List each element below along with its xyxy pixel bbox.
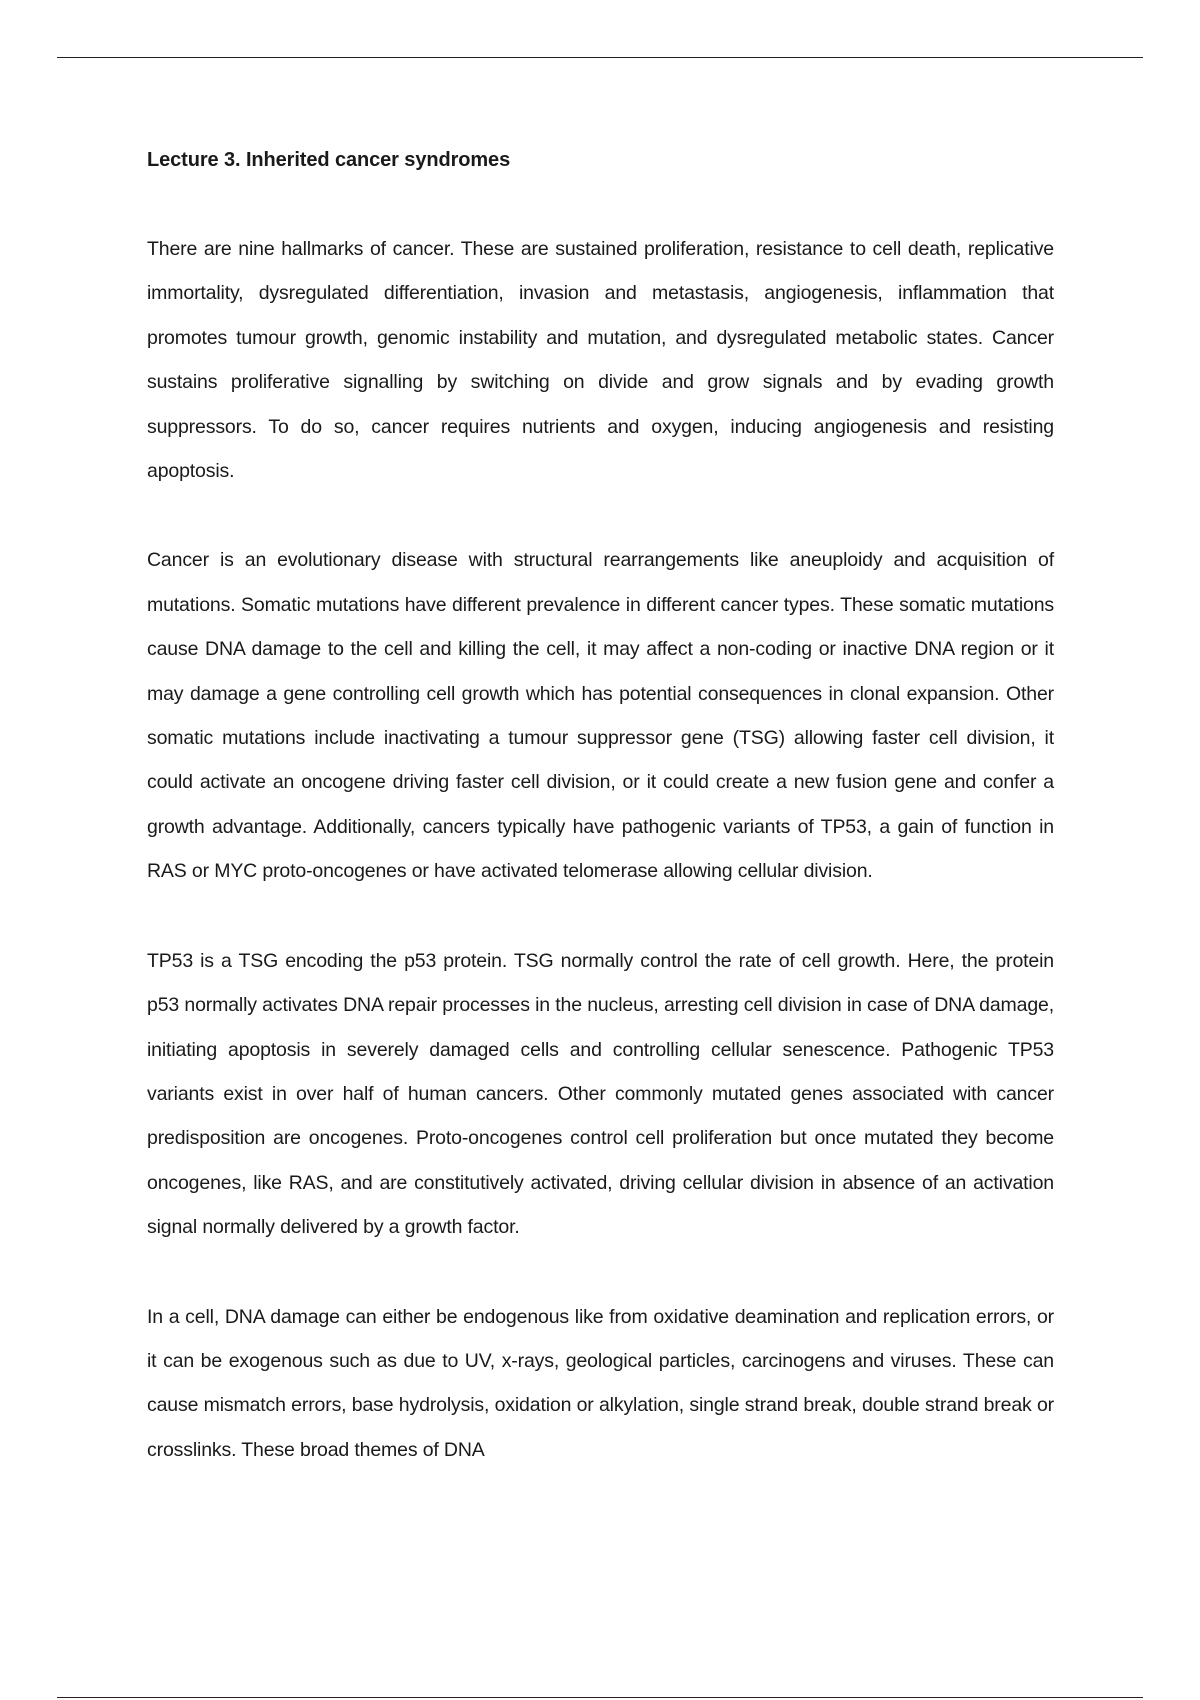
header-rule <box>57 57 1143 58</box>
paragraph-dna-damage: In a cell, DNA damage can either be endogenous like from oxidative deamination and replication errors, or it can be exogenous such as due to UV, x-rays, geological particles, carcinogens and viruses. These can cause mismatch errors, base hydrolysis, oxidation or alkylation, single strand break, double strand break or crosslinks. These broad themes of DNA <box>147 1305 1054 1461</box>
footer-rule <box>57 1697 1143 1698</box>
document-body <box>147 145 1054 1517</box>
paragraph-hallmarks: There are nine hallmarks of cancer. These are sustained proliferation, resistance to cell death, replicative immortality, dysregulated differentiation, invasion and metastasis, angiogenesis, inflammation that promotes tumour growth, genomic instability and mutation, and dysregulated metabolic states. Cancer sustains proliferative signalling by switching on divide and grow signals and by evading growth suppressors. To do so, cancer requires nutrients and oxygen, inducing angiogenesis and resisting apoptosis. <box>147 238 1054 483</box>
paragraph-tp53: TP53 is a TSG encoding the p53 protein. TSG normally control the rate of cell growth. Here, the protein p53 normally activates DNA repair processes in the nucleus, arresting cell division in case of DNA damage, initiating apoptosis in severely damaged cells and controlling cellular senescence. Pathogenic TP53 variants exist in over half of human cancers. Other commonly mutated genes associated with cancer predisposition are oncogenes. Proto-oncogenes control cell proliferation but once mutated they become oncogenes, like RAS, and are constitutively activated, driving cellular division in absence of an activation signal normally delivered by a growth factor. <box>147 949 1054 1239</box>
page-title: Lecture 3. Inherited cancer syndromes <box>147 149 511 171</box>
paragraph-evolutionary-disease: Cancer is an evolutionary disease with structural rearrangements like aneuploidy and acquisition of mutations. Somatic mutations have different prevalence in different cancer types. These somatic mutations cause DNA damage to the cell and killing the cell, it may affect a non-coding or inactive DNA region or it may damage a gene controlling cell growth which has potential consequences in clonal expansion. Other somatic mutations include inactivating a tumour suppressor gene (TSG) allowing faster cell division, it could activate an oncogene driving faster cell division, or it could create a new fusion gene and confer a growth advantage. Additionally, cancers typically have pathogenic variants of TP53, a gain of function in RAS or MYC proto-oncogenes or have activated telomerase allowing cellular division. <box>147 549 1054 883</box>
